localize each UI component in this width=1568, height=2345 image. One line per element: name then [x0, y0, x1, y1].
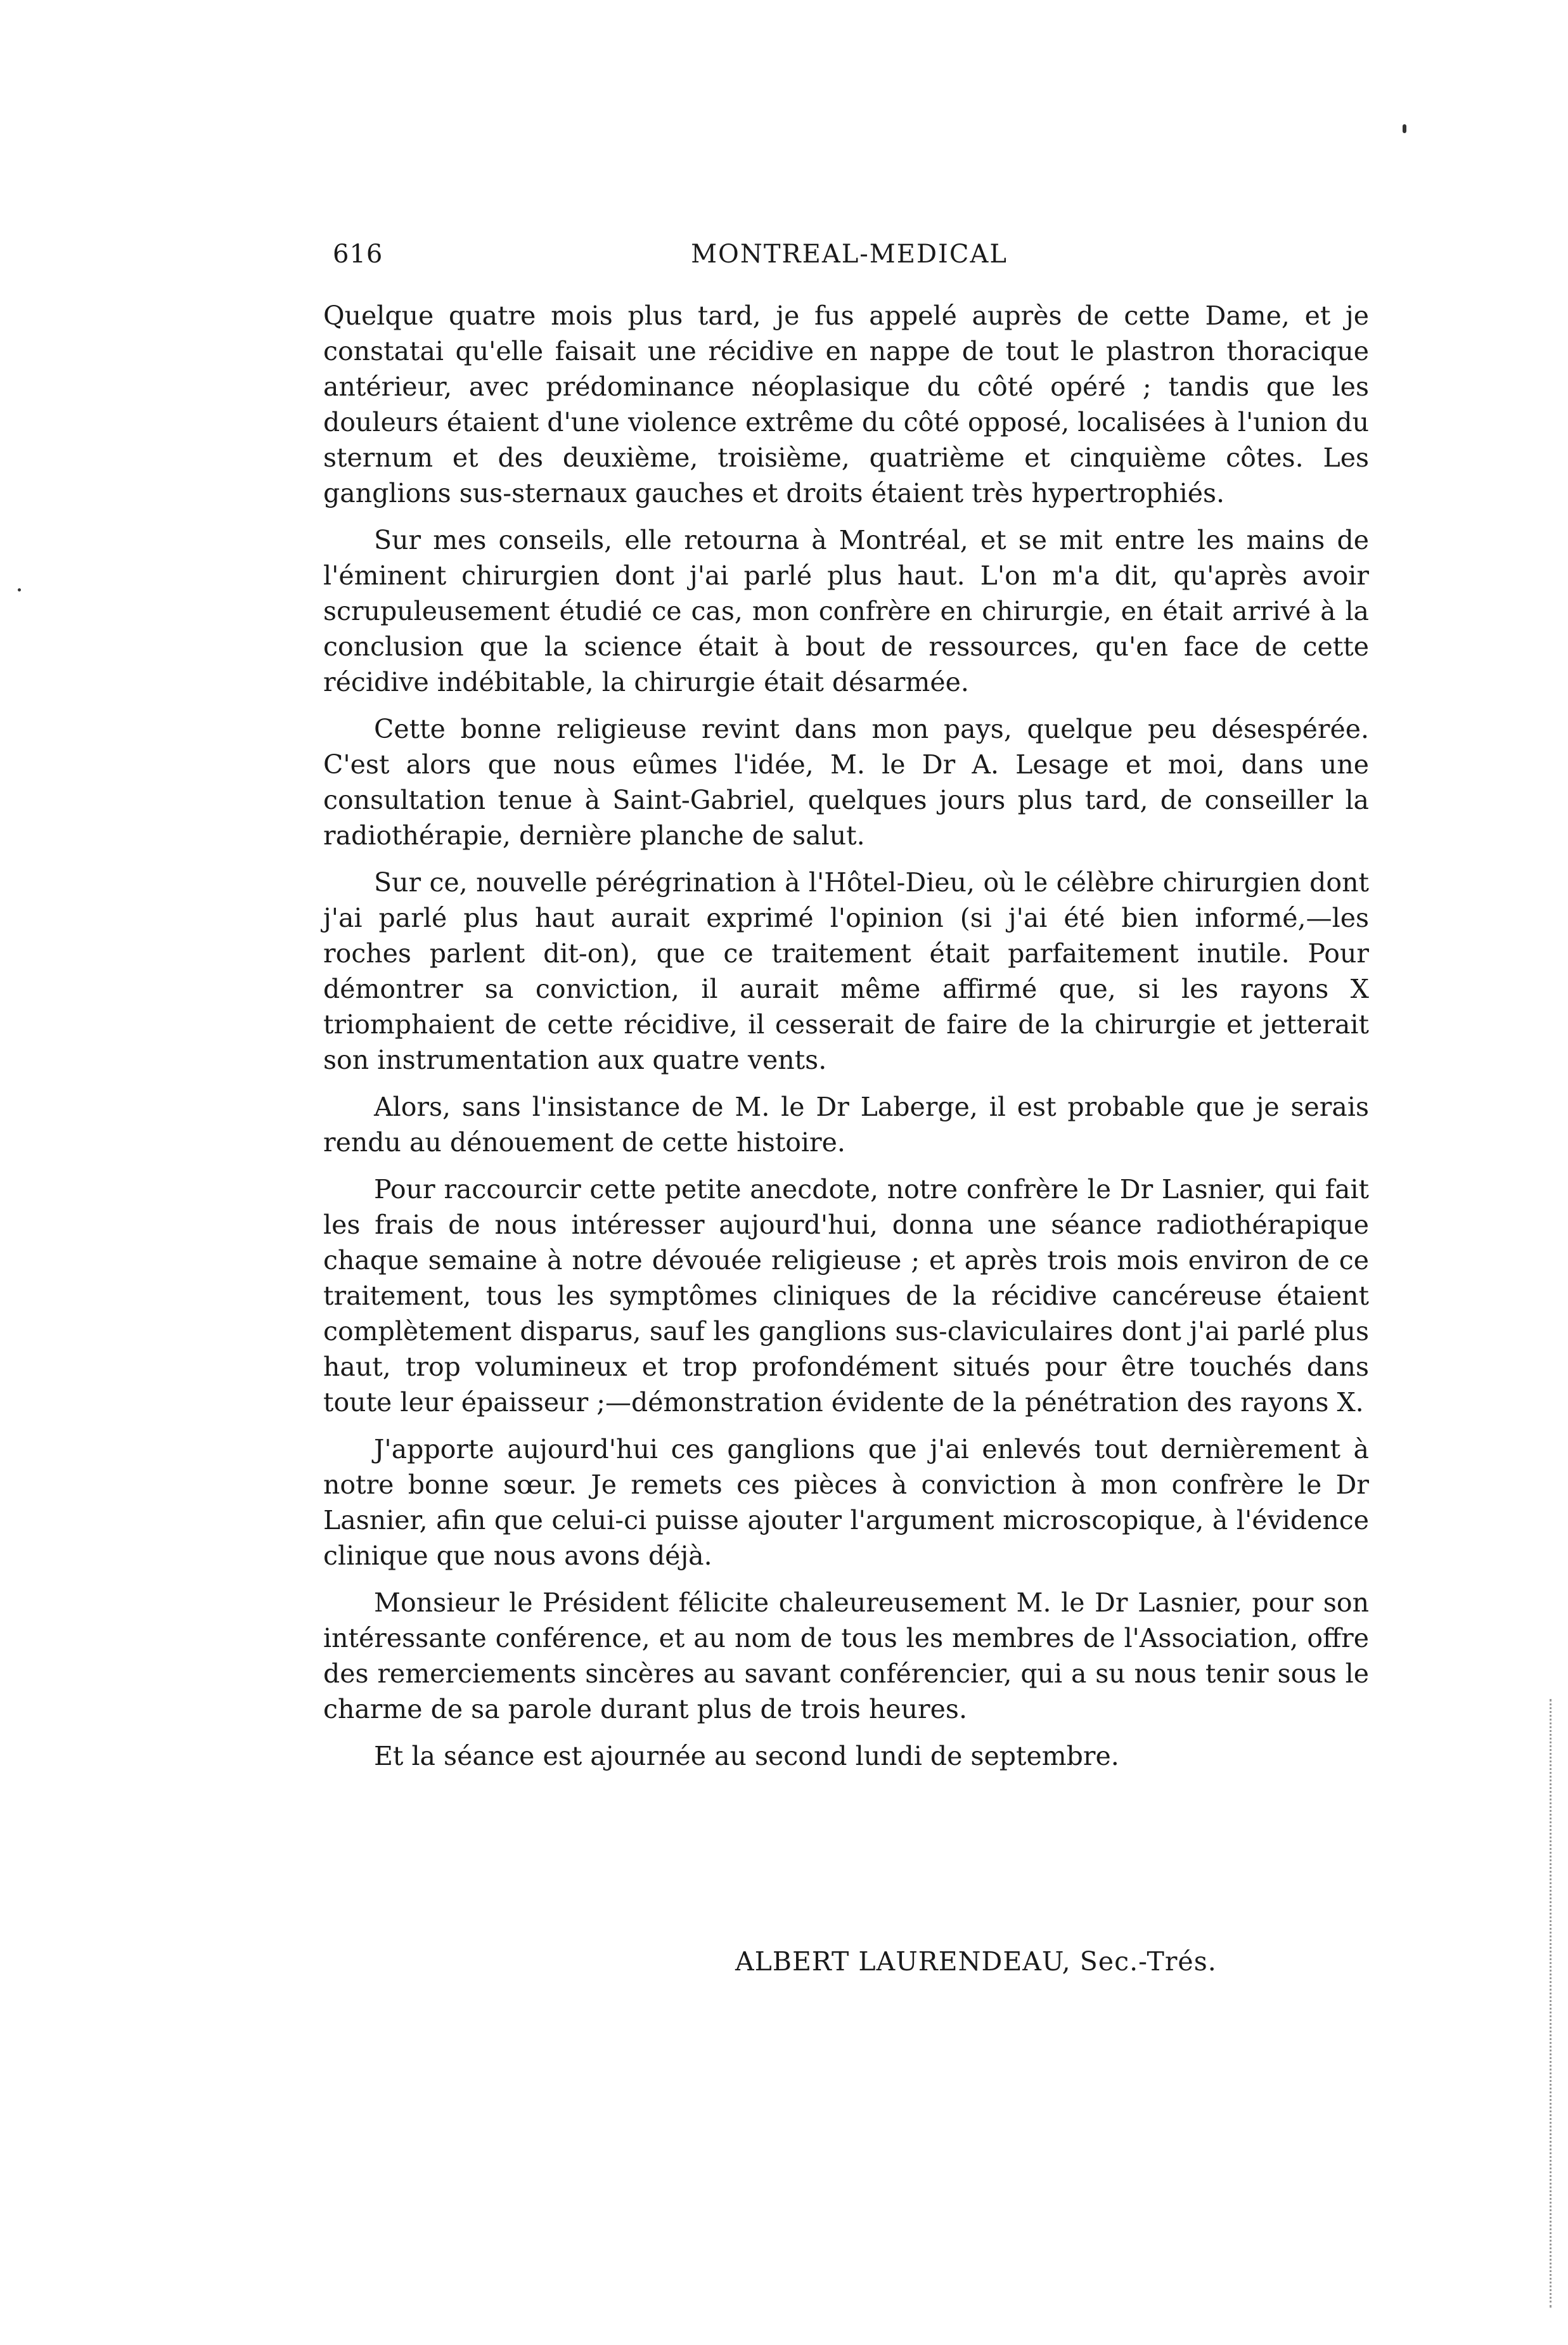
running-head — [333, 240, 1366, 284]
journal-title: MONTREAL-MEDICAL — [691, 240, 1008, 269]
signature: ALBERT LAURENDEAU, Sec.-Trés. — [735, 1946, 1217, 1977]
paragraph: Monsieur le Président félicite chaleureusement M. le Dr Lasnier, pour son intéressante conférence, et au nom de tous les membres de l'Association, offre des remerciements sincères au savant conférencier, qui a su nous tenir sous le charme de sa parole durant plus de trois heures. — [323, 1587, 1369, 1724]
paragraph: Alors, sans l'insistance de M. le Dr Laberge, il est probable que je serais rendu au dénouement de cette histoire. — [323, 1092, 1369, 1158]
paragraph: Cette bonne religieuse revint dans mon pays, quelque peu désespérée. C'est alors que nous eûmes l'idée, M. le Dr A. Lesage et moi, dans une consultation tenue à Saint-Gabriel, quelques jours plus tard, de conseiller la radiothérapie, dernière planche de salut. — [323, 714, 1369, 851]
scan-edge-artifact — [1550, 1699, 1552, 2308]
scan-speck — [1403, 124, 1406, 133]
article-body — [323, 298, 1369, 1785]
page-number: 616 — [333, 240, 383, 269]
scan-speck — [18, 588, 21, 591]
paragraph: Et la séance est ajournée au second lundi de septembre. — [374, 1741, 1119, 1771]
paragraph: Sur mes conseils, elle retourna à Montréal, et se mit entre les mains de l'éminent chirurgien dont j'ai parlé plus haut. L'on m'a dit, qu'après avoir scrupuleusement étudié ce cas, mon confrère en chirurgie, en était arrivé à la conclusion que la science était à bout de ressources, qu'en face de cette récidive indébitable, la chirurgie était désarmée. — [323, 525, 1369, 697]
paragraph: J'apporte aujourd'hui ces ganglions que j'ai enlevés tout dernièrement à notre bonne sœur. Je remets ces pièces à conviction à mon confrère le Dr Lasnier, afin que celui-ci puisse ajouter l'argument microscopique, à l'évidence clinique que nous avons déjà. — [323, 1434, 1369, 1571]
paragraph: Pour raccourcir cette petite anecdote, notre confrère le Dr Lasnier, qui fait les frais de nous intéresser aujourd'hui, donna une séance radiothérapique chaque semaine à notre dévouée religieuse ; et après trois mois environ de ce traitement, tous les symptômes cliniques de la récidive cancéreuse étaient complètement disparus, sauf les ganglions sus-claviculaires dont j'ai parlé plus haut, trop volumineux et trop profondément situés pour être touchés dans toute leur épaisseur ;—démonstration évidente de la pénétration des rayons X. — [323, 1174, 1369, 1418]
paragraph: Sur ce, nouvelle pérégrination à l'Hôtel-Dieu, où le célèbre chirurgien dont j'ai parlé plus haut aurait exprimé l'opinion (si j'ai été bien informé,—les roches parlent dit-on), que ce traitement était parfaitement inutile. Pour démontrer sa conviction, il aurait même affirmé que, si les rayons X triomphaient de cette récidive, il cesserait de faire de la chirurgie et jetterait son instrumentation aux quatre vents. — [323, 867, 1369, 1075]
paragraph: Quelque quatre mois plus tard, je fus appelé auprès de cette Dame, et je constatai qu'elle faisait une récidive en nappe de tout le plastron thoracique antérieur, avec prédominance néoplasique du côté opéré ; tandis que les douleurs étaient d'une violence extrême du côté opposé, localisées à l'union du sternum et des deuxième, troisième, quatrième et cinquième côtes. Les ganglions sus-sternaux gauches et droits étaient très hypertrophiés. — [323, 300, 1369, 508]
